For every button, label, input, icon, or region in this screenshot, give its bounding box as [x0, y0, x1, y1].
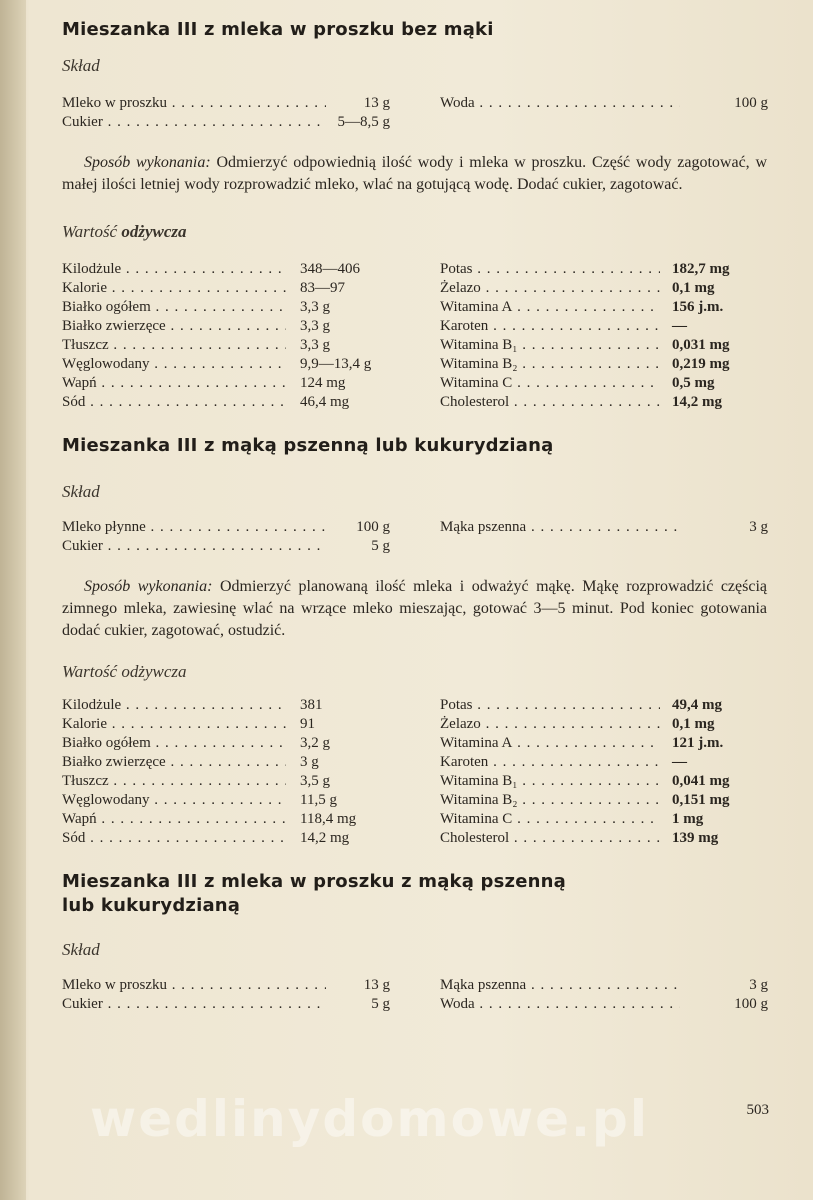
- recipe-title: Mieszanka III z mleka w proszku bez mąki: [62, 19, 494, 40]
- nutrition-row: Białko ogółem . . . 3,2 g: [62, 734, 390, 753]
- recipe-section-1: [62, 18, 767, 412]
- ingredients-table: [62, 976, 767, 1014]
- page-number: 503: [746, 1102, 769, 1118]
- recipe-section-2: [62, 434, 767, 848]
- nutrition-row: Białko ogółem . . . 3,3 g: [62, 298, 390, 317]
- nutrition-row: Potas . . . 49,4 mg: [440, 696, 768, 715]
- nutrition-row: Białko zwierzęce . . . 3,3 g: [62, 317, 390, 336]
- ingredients-table: [62, 518, 767, 556]
- nutrition-row: Cholesterol . . . 14,2 mg: [440, 393, 768, 412]
- ingredient-row: Cukier . . . 5—8,5 g: [62, 113, 390, 132]
- nutrition-row: Witamina B₁ . . . 0,041 mg: [440, 772, 768, 791]
- nutrition-row: Kalorie . . . 91: [62, 715, 390, 734]
- recipe-section-3: [62, 870, 767, 1014]
- ingredient-row: Woda . . . 100 g: [440, 995, 768, 1014]
- ingredient-row: Mleko płynne . . . 100 g: [62, 518, 390, 537]
- ingredient-row: Mąka pszenna . . . 3 g: [440, 518, 768, 537]
- sklad-heading: Skład: [62, 56, 100, 75]
- nutrition-row: Węglowodany . . . 11,5 g: [62, 791, 390, 810]
- nutrition-row: Kilodżule . . . 381: [62, 696, 390, 715]
- ingredient-row: Mleko w proszku . . . 13 g: [62, 976, 390, 995]
- recipe-title-line-1: Mieszanka III z mleka w proszku z mąką pszenną: [62, 871, 566, 892]
- nutrition-row: Tłuszcz . . . 3,5 g: [62, 772, 390, 791]
- ingredient-row: Woda . . . 100 g: [440, 94, 768, 113]
- nutrition-row: Tłuszcz . . . 3,3 g: [62, 336, 390, 355]
- nutrition-row: Witamina B₂ . . . 0,151 mg: [440, 791, 768, 810]
- method-paragraph: Sposób wykonania: Odmierzyć odpowiednią ilość wody i mleka w proszku. Część wody zagotować, w małej ilości letniej wody rozprowadzić mleko, wlać na gotującą wodę. Dodać cukier, zagotować.: [62, 154, 767, 193]
- method-paragraph: Sposób wykonania: Odmierzyć planowaną ilość mleka i odważyć mąkę. Mąkę rozprowadzić częścią zimnego mleka, zawiesinę wlać na wrzące mleko mieszając, gotować 3—5 minut. Pod koniec gotowania dodać cukier, zagotować, ostudzić.: [62, 578, 768, 639]
- nutrition-row: Witamina B₁ . . . 0,031 mg: [440, 336, 768, 355]
- nutrition-row: Kalorie . . . 83—97: [62, 279, 390, 298]
- nutrition-row: Potas . . . 182,7 mg: [440, 260, 768, 279]
- ingredient-row: Mąka pszenna . . . 3 g: [440, 976, 768, 995]
- nutrition-row: Witamina B₂ . . . 0,219 mg: [440, 355, 768, 374]
- recipe-title-line-2: lub kukurydzianą: [62, 895, 241, 916]
- nutrition-row: Witamina C . . . 1 mg: [440, 810, 768, 829]
- nutrition-heading: Wartość odżywcza: [62, 662, 187, 681]
- watermark: wedlinydomowe.pl: [90, 1090, 649, 1148]
- nutrition-row: Wapń . . . 118,4 mg: [62, 810, 390, 829]
- ingredient-row: Mleko w proszku . . . 13 g: [62, 94, 390, 113]
- nutrition-row: Sód . . . 46,4 mg: [62, 393, 390, 412]
- sklad-heading: Skład: [62, 940, 100, 959]
- sklad-heading: Skład: [62, 482, 100, 501]
- nutrition-row: Karoten . . . —: [440, 317, 768, 336]
- recipe-title: Mieszanka III z mąką pszenną lub kukurydzianą: [62, 435, 554, 456]
- nutrition-row: Witamina A . . . 121 j.m.: [440, 734, 768, 753]
- nutrition-row: Żelazo . . . 0,1 mg: [440, 715, 768, 734]
- nutrition-row: Węglowodany . . . 9,9—13,4 g: [62, 355, 390, 374]
- nutrition-row: Żelazo . . . 0,1 mg: [440, 279, 768, 298]
- nutrition-row: Witamina C . . . 0,5 mg: [440, 374, 768, 393]
- ingredient-row: Cukier . . . 5 g: [62, 995, 390, 1014]
- nutrition-row: Cholesterol . . . 139 mg: [440, 829, 768, 848]
- nutrition-table: [62, 260, 767, 412]
- nutrition-row: Białko zwierzęce . . . 3 g: [62, 753, 390, 772]
- ingredients-table: [62, 94, 767, 132]
- nutrition-row: Witamina A . . . 156 j.m.: [440, 298, 768, 317]
- nutrition-row: Sód . . . 14,2 mg: [62, 829, 390, 848]
- nutrition-row: Wapń . . . 124 mg: [62, 374, 390, 393]
- nutrition-row: Karoten . . . —: [440, 753, 768, 772]
- nutrition-heading: Wartość odżywcza: [62, 222, 187, 241]
- nutrition-row: Kilodżule . . . 348—406: [62, 260, 390, 279]
- nutrition-table: [62, 696, 767, 848]
- ingredient-row: Cukier . . . 5 g: [62, 537, 390, 556]
